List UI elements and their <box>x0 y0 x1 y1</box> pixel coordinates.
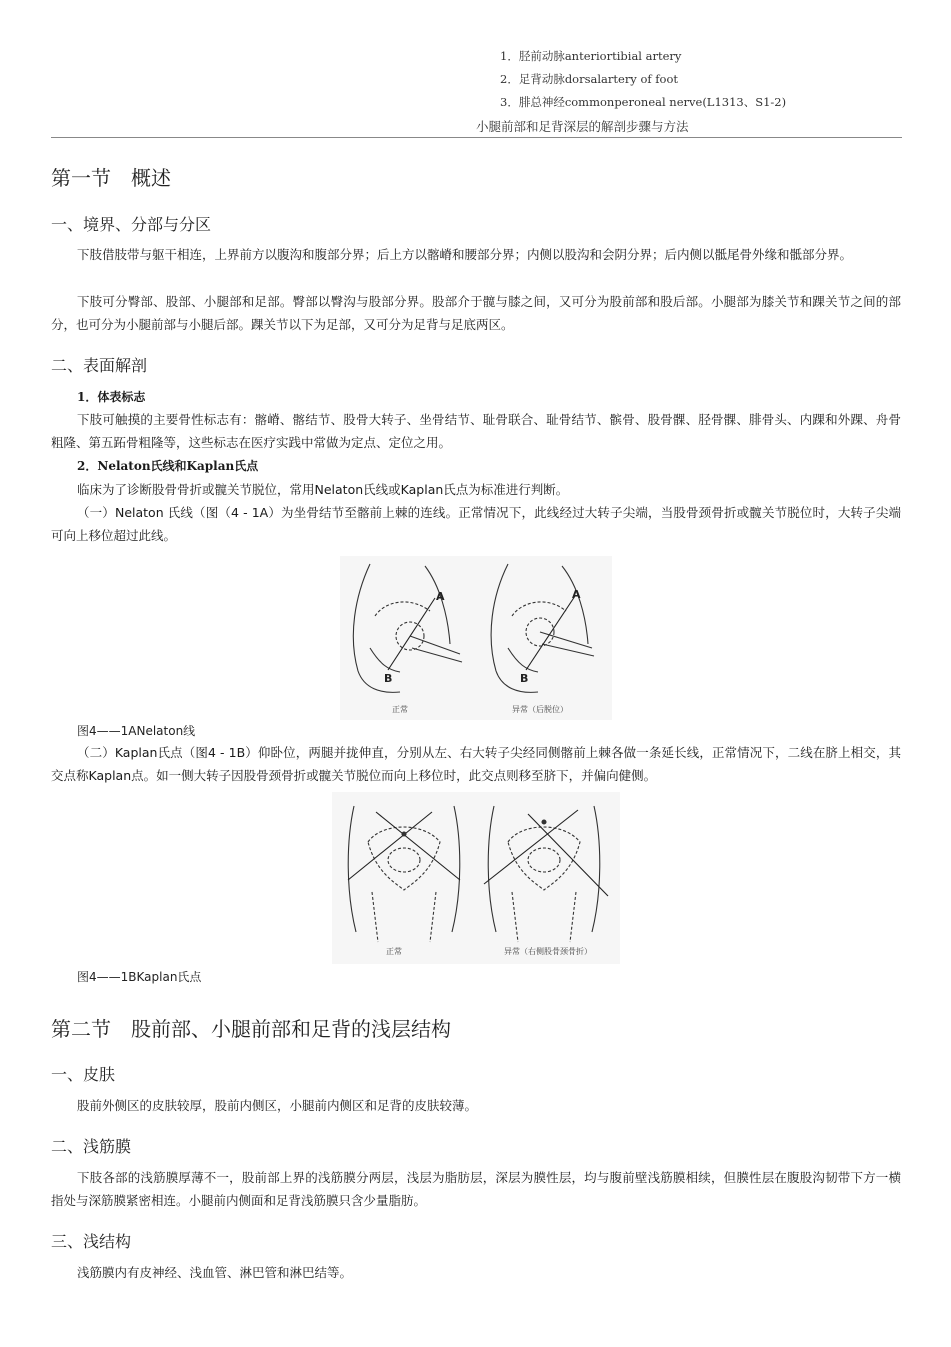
kaplan-figure <box>332 792 620 964</box>
skin-paragraph: 股前外侧区的皮肤较厚，股前内侧区，小腿前内侧区和足背的皮肤较薄。 <box>77 1098 478 1113</box>
section1-title: 第一节 概述 <box>51 166 171 190</box>
landmarks-paragraph: 下肢可触摸的主要骨性标志有：髂嵴、髂结节、股骨大转子、坐骨结节、耻骨联合、耻骨结节、髌骨、股骨髁、胫骨髁、腓骨头、内踝和外踝、舟骨粗隆、第五跖骨粗隆等，这些标志在医疗实践中常做为定点、定位之用。 <box>51 412 901 450</box>
header-item-2: 2．足背动脉dorsalartery of foot <box>500 72 679 86</box>
header-item-3: 3．腓总神经commonperoneal nerve(L1313、S1-2) <box>500 95 787 109</box>
skin-heading: 一、皮肤 <box>51 1065 116 1084</box>
header-item-1: 1．胫前动脉anteriortibial artery <box>500 49 682 63</box>
kaplan-figure-caption: 图4——1BKaplan氏点 <box>77 970 202 984</box>
point-b-right: B <box>520 672 529 685</box>
nelaton-kaplan-subheading: 2．Nelaton氏线和Kaplan氏点 <box>77 459 259 473</box>
superficial-fascia-heading: 二、浅筋膜 <box>51 1137 132 1156</box>
point-b-left: B <box>384 672 393 685</box>
section1-part1-p1: 下肢借肢带与躯干相连，上界前方以腹沟和腹部分界；后上方以髂嵴和腰部分界；内侧以股沟和会阴分界；后内侧以骶尾骨外缘和骶部分界。 <box>77 247 853 262</box>
point-a-right: A <box>572 588 581 601</box>
section1-part1-p2: 下肢可分臀部、股部、小腿部和足部。臀部以臀沟与股部分界。股部介于髋与膝之间，又可分为股前部和股后部。小腿部为膝关节和踝关节之间的部分，也可分为小腿前部与小腿后部。踝关节以下为足部，又可分为足背与足底两区。 <box>51 294 901 332</box>
nelaton-right-caption: 异常（后脱位） <box>512 705 568 714</box>
superficial-structures-heading: 三、浅结构 <box>51 1232 132 1251</box>
header-divider <box>51 137 902 138</box>
nelaton-diagram <box>340 556 612 720</box>
superficial-fascia-paragraph: 下肢各部的浅筋膜厚薄不一，股前部上界的浅筋膜分两层，浅层为脂肪层，深层为膜性层，均与腹前壁浅筋膜相续，但膜性层在腹股沟韧带下方一横指处与深筋膜紧密相连。小腿前内侧面和足背浅筋膜只含少量脂肪。 <box>51 1170 901 1208</box>
kaplan-point-paragraph: （二）Kaplan氏点（图4 - 1B）仰卧位，两腿并拢伸直，分别从左、右大转子尖经同侧髂前上棘各做一条延长线，正常情况下，二线在脐上相交，其交点称Kaplan点。如一侧大转子因股骨颈骨折或髋关节脱位而向上移位时，此交点则移至脐下，并偏向健侧。 <box>51 745 901 783</box>
point-a-left: A <box>436 590 445 603</box>
superficial-structures-paragraph: 浅筋膜内有皮神经、浅血管、淋巴管和淋巴结等。 <box>77 1265 353 1280</box>
nelaton-line-paragraph: （一）Nelaton 氏线（图（4 - 1A）为坐骨结节至髂前上棘的连线。正常情况下，此线经过大转子尖端，当股骨颈骨折或髋关节脱位时，大转子尖端可向上移位超过此线。 <box>51 505 901 543</box>
nelaton-left-caption: 正常 <box>392 705 408 714</box>
section1-part1-heading: 一、境界、分部与分区 <box>51 215 212 234</box>
nelaton-kaplan-intro: 临床为了诊断股骨骨折或髋关节脱位，常用Nelaton氏线或Kaplan氏点为标准进行判断。 <box>77 482 569 497</box>
section2-title: 第二节 股前部、小腿前部和足背的浅层结构 <box>51 1017 451 1041</box>
section1-part2-heading: 二、表面解剖 <box>51 356 148 375</box>
nelaton-figure <box>340 556 612 720</box>
nelaton-figure-caption: 图4——1ANelaton线 <box>77 724 196 738</box>
kaplan-diagram <box>332 792 620 964</box>
kaplan-left-caption: 正常 <box>386 947 402 956</box>
kaplan-right-caption: 异常（右侧股骨颈骨折） <box>504 947 592 956</box>
landmarks-subheading: 1．体表标志 <box>77 390 146 404</box>
header-subtitle: 小腿前部和足背深层的解剖步骤与方法 <box>476 119 689 134</box>
